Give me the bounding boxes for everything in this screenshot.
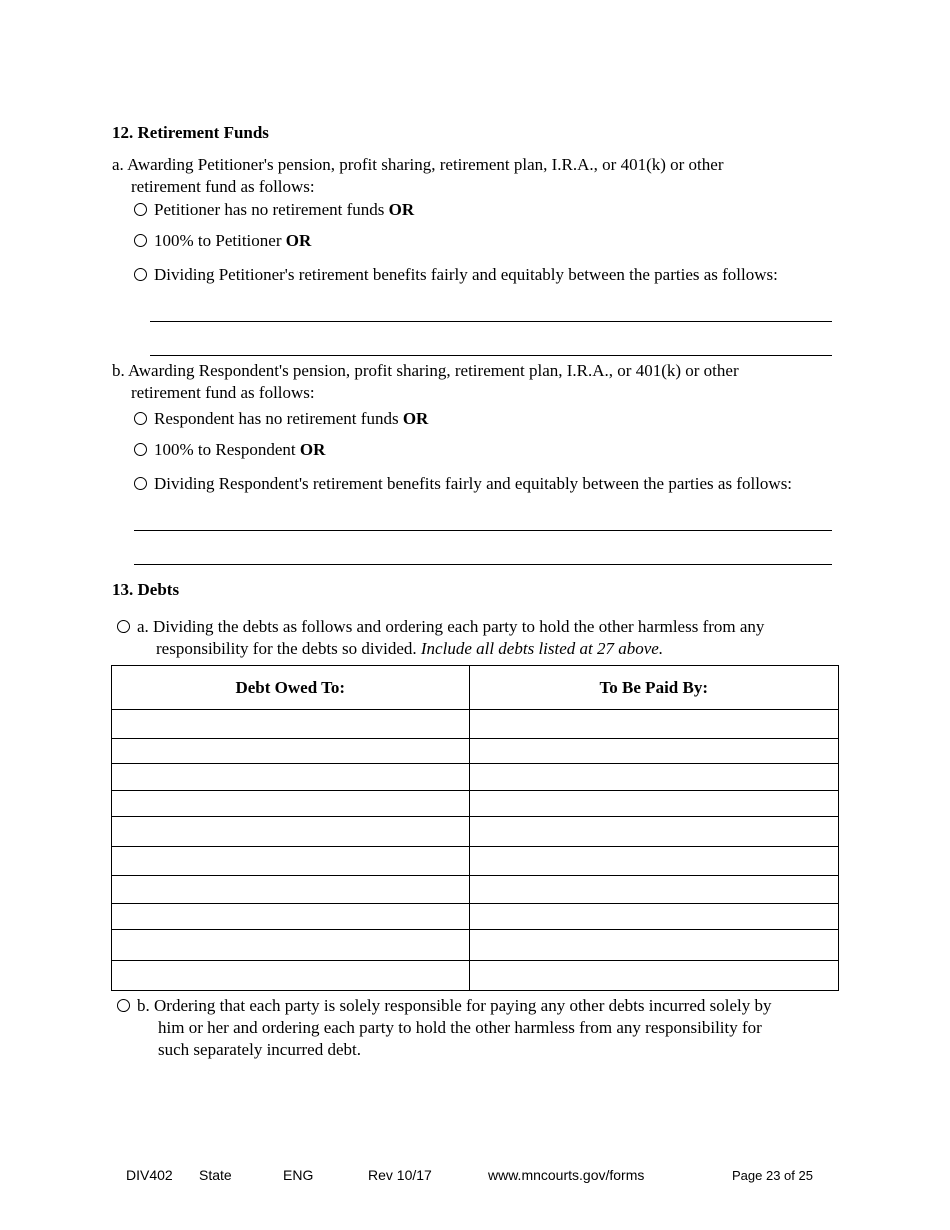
debt-owed-to-cell[interactable] [112, 817, 470, 847]
footer-revision: Rev 10/17 [368, 1167, 432, 1183]
table-row [112, 904, 839, 930]
section-12b-text-line2: retirement fund as follows: [131, 383, 315, 402]
option-or: OR [299, 440, 326, 459]
debt-owed-to-cell[interactable] [112, 710, 470, 739]
section-12a-text-line2: retirement fund as follows: [131, 177, 315, 196]
radio-button[interactable] [117, 620, 130, 633]
radio-button[interactable] [117, 999, 130, 1012]
radio-button[interactable] [134, 443, 147, 456]
debt-owed-to-cell[interactable] [112, 876, 470, 904]
table-row [112, 847, 839, 876]
option-label: b. Ordering that each party is solely responsible for paying any other debts incurred solely by [137, 996, 772, 1015]
debt-owed-to-cell[interactable] [112, 739, 470, 764]
section-12-heading: 12. Retirement Funds [112, 123, 269, 142]
debts-option-b[interactable] [117, 996, 772, 1016]
debt-owed-to-cell[interactable] [112, 764, 470, 791]
table-row [112, 710, 839, 739]
option-or: OR [388, 200, 415, 219]
debts-option-a[interactable] [117, 617, 764, 637]
to-be-paid-by-cell[interactable] [469, 961, 838, 991]
radio-button[interactable] [134, 268, 147, 281]
debts-table [111, 665, 839, 991]
to-be-paid-by-cell[interactable] [469, 847, 838, 876]
radio-button[interactable] [134, 477, 147, 490]
footer-language: ENG [283, 1167, 314, 1183]
option-label: Dividing Petitioner's retirement benefits fairly and equitably between the parties as follows: [154, 265, 778, 284]
debts-option-a-line2 [156, 639, 663, 659]
section-13-heading: 13. Debts [112, 580, 180, 599]
option-label: 100% to Respondent [154, 440, 300, 459]
table-row [112, 817, 839, 847]
table-row [112, 764, 839, 791]
to-be-paid-by-cell[interactable] [469, 739, 838, 764]
respondent-no-funds-option[interactable] [134, 409, 428, 429]
option-label: a. Dividing the debts as follows and ordering each party to hold the other harmless from any [137, 617, 765, 636]
debt-owed-to-cell[interactable] [112, 847, 470, 876]
debts-option-b-line2: him or her and ordering each party to hold the other harmless from any responsibility for [158, 1018, 762, 1037]
table-row [112, 876, 839, 904]
to-be-paid-by-header: To Be Paid By: [469, 666, 838, 710]
debt-owed-to-cell[interactable] [112, 961, 470, 991]
to-be-paid-by-cell[interactable] [469, 876, 838, 904]
table-row [112, 961, 839, 991]
option-a-text: responsibility for the debts so divided. [156, 639, 421, 658]
radio-button[interactable] [134, 203, 147, 216]
respondent-fill-line-2[interactable] [134, 564, 832, 565]
option-label: Respondent has no retirement funds [154, 409, 403, 428]
footer-form-number: DIV402 [126, 1167, 173, 1183]
table-row [112, 930, 839, 961]
debts-option-b-line3: such separately incurred debt. [158, 1040, 361, 1059]
respondent-100-percent-option[interactable] [134, 440, 325, 460]
to-be-paid-by-cell[interactable] [469, 791, 838, 817]
debt-owed-to-cell[interactable] [112, 904, 470, 930]
option-label: Dividing Respondent's retirement benefits fairly and equitably between the parties as follows: [154, 474, 793, 493]
table-header-row [112, 666, 839, 710]
petitioner-fill-line-2[interactable] [150, 355, 832, 356]
to-be-paid-by-cell[interactable] [469, 817, 838, 847]
option-label: Petitioner has no retirement funds [154, 200, 389, 219]
to-be-paid-by-cell[interactable] [469, 710, 838, 739]
to-be-paid-by-cell[interactable] [469, 764, 838, 791]
option-or: OR [285, 231, 312, 250]
petitioner-dividing-option[interactable] [134, 265, 778, 285]
debt-owed-to-cell[interactable] [112, 791, 470, 817]
debt-owed-to-cell[interactable] [112, 930, 470, 961]
table-row [112, 791, 839, 817]
to-be-paid-by-cell[interactable] [469, 930, 838, 961]
respondent-dividing-option[interactable] [134, 474, 792, 494]
table-row [112, 739, 839, 764]
footer-url[interactable]: www.mncourts.gov/forms [488, 1167, 645, 1183]
section-12a-text-line1: a. Awarding Petitioner's pension, profit sharing, retirement plan, I.R.A., or 401(k) or other [112, 155, 724, 174]
petitioner-fill-line-1[interactable] [150, 321, 832, 322]
to-be-paid-by-cell[interactable] [469, 904, 838, 930]
radio-button[interactable] [134, 234, 147, 247]
option-or: OR [402, 409, 429, 428]
petitioner-100-percent-option[interactable] [134, 231, 311, 251]
respondent-fill-line-1[interactable] [134, 530, 832, 531]
petitioner-no-funds-option[interactable] [134, 200, 414, 220]
footer-page-number: Page 23 of 25 [732, 1168, 813, 1183]
debt-owed-to-header: Debt Owed To: [112, 666, 470, 710]
section-12b-text-line1: b. Awarding Respondent's pension, profit sharing, retirement plan, I.R.A., or 401(k) or other [112, 361, 739, 380]
option-label: 100% to Petitioner [154, 231, 286, 250]
footer-state: State [199, 1167, 232, 1183]
radio-button[interactable] [134, 412, 147, 425]
option-a-instruction: Include all debts listed at 27 above. [420, 639, 664, 658]
